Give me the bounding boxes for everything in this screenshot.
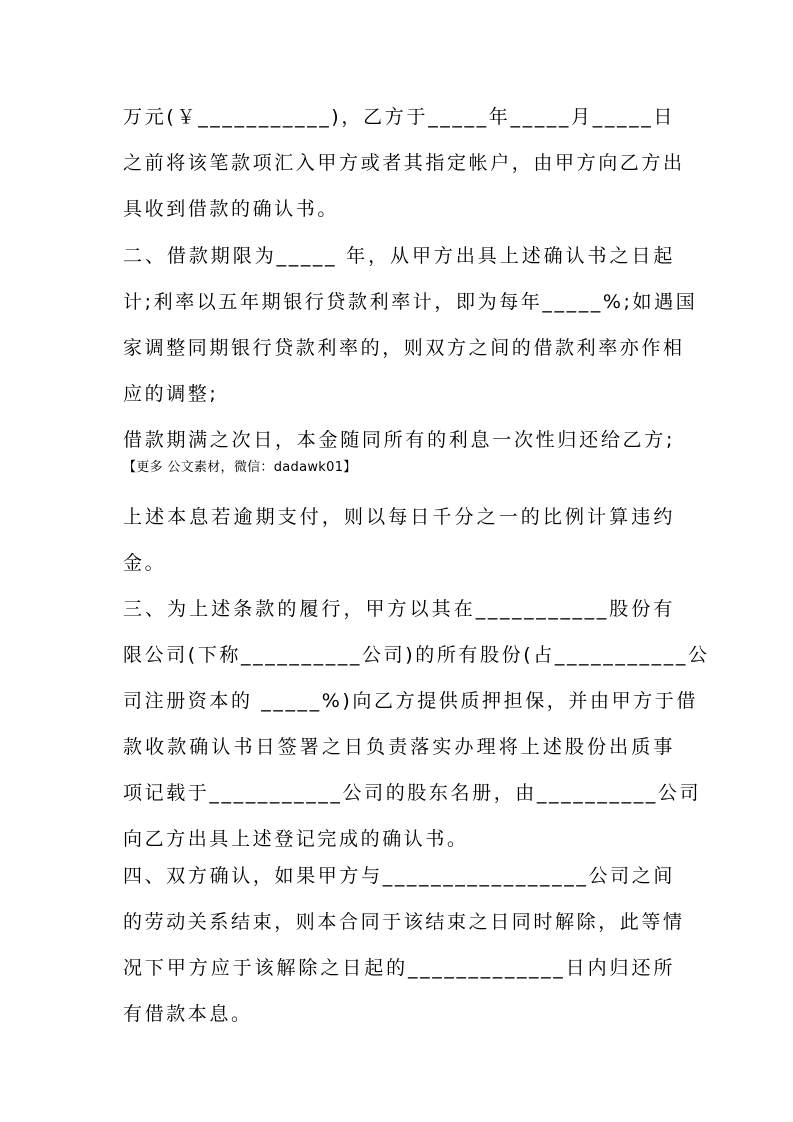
text-line: 二、借款期限为_____ 年，从甲方出具上述确认书之日起 (123, 245, 675, 267)
text-line: 之前将该笔款项汇入甲方或者其指定帐户，由甲方向乙方出 (123, 152, 685, 174)
text-line: 借款期满之次日，本金随同所有的利息一次性归还给乙方; (123, 429, 675, 451)
text-line: 况下甲方应于该解除之日起的_____________日内归还所 (123, 957, 675, 979)
text-line: 向乙方出具上述登记完成的确认书。 (123, 828, 469, 850)
text-line: 三、为上述条款的履行，甲方以其在___________股份有 (123, 598, 675, 620)
promo-text: 【更多 公文素材，微信：dadawk01】 (123, 460, 357, 475)
text-line: 的劳动关系结束，则本合同于该结束之日同时解除，此等情 (123, 911, 685, 933)
text-line: 四、双方确认，如果甲方与_________________公司之间 (123, 865, 675, 887)
text-line: 具收到借款的确认书。 (123, 198, 340, 220)
text-line: 家调整同期银行贷款利率的，则双方之间的借款利率亦作相 (123, 337, 685, 359)
text-line: 司注册资本的 _____%)向乙方提供质押担保，并由甲方于借 (123, 690, 699, 712)
text-line: 限公司(下称__________公司)的所有股份(占___________公 (123, 644, 710, 666)
text-line: 有借款本息。 (123, 1003, 253, 1025)
text-line: 款收款确认书日签署之日负责落实办理将上述股份出质事 (123, 736, 675, 758)
text-line: 万元(￥___________)，乙方于_____年_____月_____日 (123, 106, 675, 128)
text-line: 项记载于___________公司的股东名册，由__________公司 (123, 782, 702, 804)
text-line: 计;利率以五年期银行贷款利率计，即为每年_____%;如遇国 (123, 291, 698, 313)
text-line: 上述本息若逾期支付，则以每日千分之一的比例计算违约 (123, 506, 675, 528)
text-line: 金。 (123, 552, 167, 574)
text-line: 应的调整; (123, 383, 219, 405)
